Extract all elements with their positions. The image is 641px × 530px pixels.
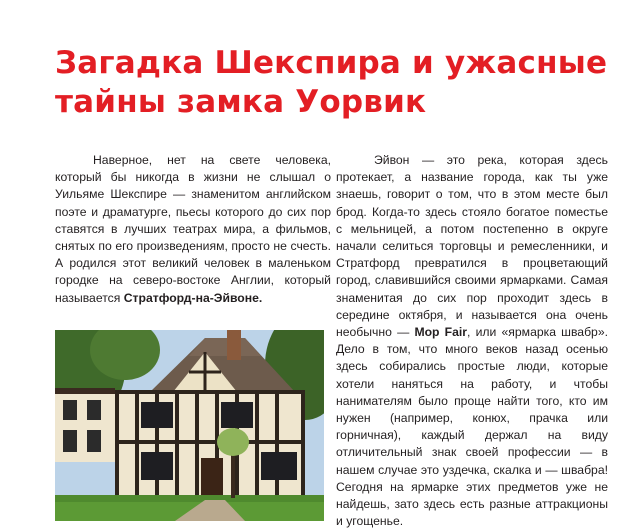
left-paragraph-1 — [55, 152, 331, 307]
left-column — [55, 152, 331, 307]
right-paragraph-1 — [336, 152, 608, 530]
left-paragraph-1-text: Наверное, нет на свете человека, который бы никогда в жизни не слышал о Уильяме Шекспире — знаменитом английском поэте и драматурге, пьесы которого до сих пор ставятся в лучших театрах мира, а фильмов, снятых по его произведениям, просто не счесть. А родился этот великий человек в маленьком городке на северо-востоке Англии, который называется — [55, 153, 331, 305]
right-column — [336, 152, 608, 530]
mop-fair-bold: Mop Fair — [414, 325, 468, 340]
right-paragraph-1-text-b: , или «ярмарка швабр». Дело в том, что много веков назад осенью здесь собирались простые люди, которые хотели наняться на работу, и чтобы нанимателям было проще найти того, кто им нужен (например, конюх, прачка или горничная), каждый держал на виду отличительный знак своей профессии — в нашем случае это уздечка, скалка и — швабра! Сегодня на ярмарке этих предметов уже не найдешь, зато здесь есть разные аттракционы и угощенье. — [336, 325, 609, 529]
shakespeare-house-photo — [55, 330, 324, 521]
article-title: Загадка Шекспира и ужасные тайны замка Уорвик — [55, 45, 608, 120]
right-paragraph-1-text-a: Эйвон — это река, которая здесь протекает, а название города, как ты уже знаешь, говорит о том, что в этом месте был брод. Когда-то здесь стояло богатое поместье с мельницей, а потом постепенно в округе начали селиться торговцы и ремесленники, и Стратфорд превратился в процветающий город, славившийся своими ярмарками. Самая знаменитая до сих пор проходит здесь в середине октября, и называется она очень необычно — — [336, 153, 608, 340]
town-name-bold: Стратфорд-на-Эйвоне. — [123, 290, 263, 305]
